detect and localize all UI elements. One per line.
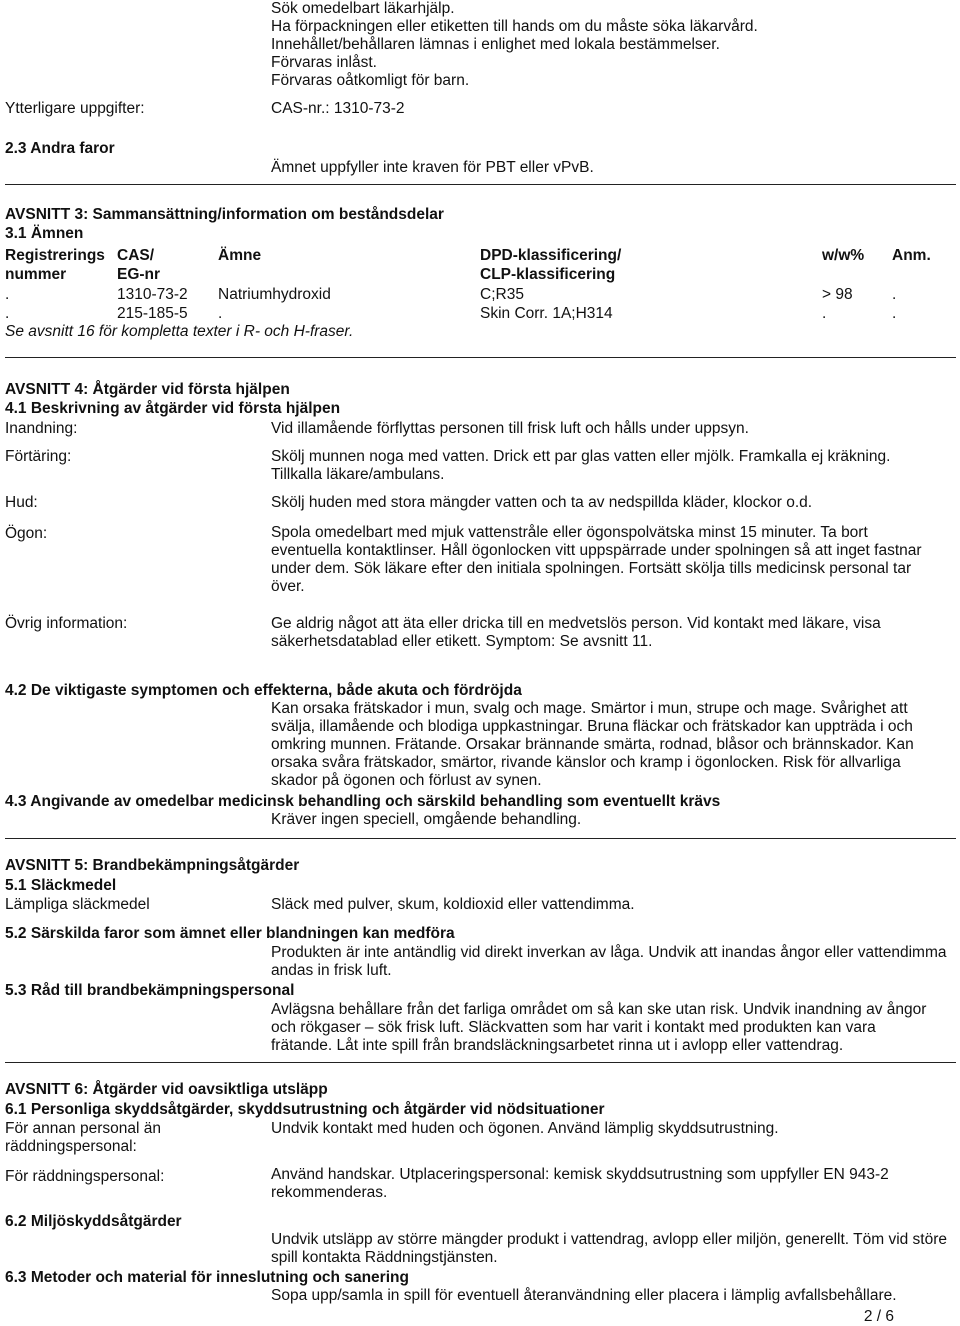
s52-line-1: Produkten är inte antändlig vid direkt inverkan av låga. Undvik att inandas ångor eller vattendimma [271,944,947,961]
s53-line-3: frätande. Låt inte spill från brandsläckningsarbetet rinna ut i avlopp eller vattendrag. [271,1037,844,1054]
other-personnel-text: Undvik kontakt med huden och ögonen. Använd lämplig skyddsutrustning. [271,1120,779,1137]
s51-text: Släck med pulver, skum, koldioxid eller vattendimma. [271,896,635,913]
ogon-label: Ögon: [5,525,48,542]
section-4-2-heading: 4.2 De viktigaste symptomen och effekterna, både akuta och fördröjda [5,682,522,699]
fortaring-line-2: Tillkalla läkare/ambulans. [271,466,445,483]
section-5-heading: AVSNITT 5: Brandbekämpningsåtgärder [5,857,300,874]
section-divider [5,357,956,358]
table-row-1-reg: . [5,286,10,303]
table-row-2-note: . [892,305,897,322]
section-4-heading: AVSNITT 4: Åtgärder vid första hjälpen [5,381,290,398]
section-divider [5,838,956,839]
ogon-line-3: under dem. Sök läkare efter den initiala spolningen. Fortsätt skölja tills medicinsk personal tar [271,560,912,577]
section-5-2-heading: 5.2 Särskilda faror som ämnet eller blandningen kan medföra [5,925,455,942]
table-header-class-2: CLP-klassificering [480,266,616,283]
section-5-1-heading: 5.1 Släckmedel [5,877,117,894]
section-3-1-heading: 3.1 Ämnen [5,225,84,242]
hud-label: Hud: [5,494,38,511]
section-divider [5,184,956,185]
table-header-ww: w/w% [822,247,865,264]
top-line-1: Sök omedelbart läkarhjälp. [271,0,455,17]
table-header-reg-1: Registrerings [5,247,105,264]
table-header-reg-2: nummer [5,266,67,283]
ogon-line-1: Spola omedelbart med mjuk vattenstråle eller ögonspolvätska minst 15 minuter. Ta bort [271,524,868,541]
s52-line-2: andas in frisk luft. [271,962,392,979]
section-5-3-heading: 5.3 Råd till brandbekämpningspersonal [5,982,295,999]
s53-line-2: och rökgaser – sök frisk luft. Släckvatten som har varit i kontakt med produkten kan vara [271,1019,876,1036]
ogon-line-4: över. [271,578,305,595]
other-personnel-label-1: För annan personal än [5,1120,161,1137]
table-row-2-ww: . [822,305,827,322]
section-3-footnote: Se avsnitt 16 för kompletta texter i R- och H-fraser. [5,323,354,340]
s42-line-5: skador på ögonen och förlust av synen. [271,772,542,789]
top-line-2: Ha förpackningen eller etiketten till hands om du måste söka läkarvård. [271,18,758,35]
table-header-note: Anm. [892,247,931,264]
inandning-text: Vid illamående förflyttas personen till frisk luft och hålls under uppsyn. [271,420,749,437]
fortaring-line-1: Skölj munnen noga med vatten. Drick ett par glas vatten eller mjölk. Framkalla ej kräkning. [271,448,891,465]
s43-text: Kräver ingen speciell, omgående behandling. [271,811,582,828]
table-header-cas-2: EG-nr [117,266,161,283]
ovrig-label: Övrig information: [5,615,128,632]
section-6-3-heading: 6.3 Metoder och material för inneslutning och sanering [5,1269,409,1286]
table-row-1-substance: Natriumhydroxid [218,286,331,303]
s42-line-3: omkring munnen. Frätande. Orsakar brännande smärta, rodnad, blåsor och brännskador. Kan [271,736,914,753]
other-personnel-label-2: räddningspersonal: [5,1138,137,1155]
table-row-1-cas: 1310-73-2 [117,286,188,303]
table-row-2-class: Skin Corr. 1A;H314 [480,305,613,322]
table-row-1-ww: > 98 [822,286,853,303]
rescue-personnel-label: För räddningspersonal: [5,1168,165,1185]
s51-label: Lämpliga släckmedel [5,896,150,913]
s42-line-1: Kan orsaka frätskador i mun, svalg och mage. Smärtor i mun, strupe och mage. Svårighet att [271,700,908,717]
table-header-cas-1: CAS/ [117,247,155,264]
extra-info-value: CAS-nr.: 1310-73-2 [271,100,405,117]
section-4-1-heading: 4.1 Beskrivning av åtgärder vid första hjälpen [5,400,341,417]
section-6-heading: AVSNITT 6: Åtgärder vid oavsiktliga utsläpp [5,1081,328,1098]
s62-line-2: spill kontakta Räddningstjänsten. [271,1249,498,1266]
ogon-line-2: eventuella kontaktlinser. Håll ögonlocken vitt uppspärrade under spolningen så att inget fastnar [271,542,922,559]
section-6-2-heading: 6.2 Miljöskyddsåtgärder [5,1213,182,1230]
section-4-3-heading: 4.3 Angivande av omedelbar medicinsk behandling och särskild behandling som eventuellt krävs [5,793,721,810]
rescue-line-2: rekommenderas. [271,1184,388,1201]
top-line-4: Förvaras inlåst. [271,54,377,71]
table-row-2-cas: 215-185-5 [117,305,188,322]
table-row-2-reg: . [5,305,10,322]
fortaring-label: Förtäring: [5,448,72,465]
table-row-1-class: C;R35 [480,286,524,303]
section-2-3-text: Ämnet uppfyller inte kraven för PBT eller vPvB. [271,159,594,176]
s53-line-1: Avlägsna behållare från det farliga området om så kan ske utan risk. Undvik inandning av ångor [271,1001,927,1018]
table-header-substance: Ämne [218,247,262,264]
top-line-3: Innehållet/behållaren lämnas i enlighet med lokala bestämmelser. [271,36,720,53]
s42-line-4: orsaka svåra frätskador, smärtor, rivande känslor och kramp i ögonlocken. Risk för allvarliga [271,754,901,771]
page-number: 2 / 6 [863,1308,894,1325]
inandning-label: Inandning: [5,420,78,437]
section-3-heading: AVSNITT 3: Sammansättning/information om beståndsdelar [5,206,444,223]
table-row-1-note: . [892,286,897,303]
section-6-1-heading: 6.1 Personliga skyddsåtgärder, skyddsutrustning och åtgärder vid nödsituationer [5,1101,605,1118]
top-line-5: Förvaras oåtkomligt för barn. [271,72,470,89]
table-header-class-1: DPD-klassificering/ [480,247,622,264]
table-row-2-substance: . [218,305,223,322]
rescue-line-1: Använd handskar. Utplaceringspersonal: kemisk skyddsutrustning som uppfyller EN 943-2 [271,1166,889,1183]
extra-info-label: Ytterligare uppgifter: [5,100,145,117]
s62-line-1: Undvik utsläpp av större mängder produkt i vattendrag, avlopp eller miljön, generellt. Töm vid störe [271,1231,948,1248]
section-2-3-heading: 2.3 Andra faror [5,140,115,157]
ovrig-line-1: Ge aldrig något att äta eller dricka till en medvetslös person. Vid kontakt med läkare, visa [271,615,881,632]
section-divider [5,1062,956,1063]
s63-text: Sopa upp/samla in spill för eventuell återanvändning eller placera i lämplig avfallsbehållare. [271,1287,897,1304]
hud-text: Skölj huden med stora mängder vatten och ta av nedspillda kläder, klockor o.d. [271,494,813,511]
ovrig-line-2: säkerhetsdatablad eller etikett. Symptom: Se avsnitt 11. [271,633,653,650]
s42-line-2: svälja, illamående och blodiga uppkastningar. Bruna fläckar och frätskador kan uppträda i och [271,718,913,735]
